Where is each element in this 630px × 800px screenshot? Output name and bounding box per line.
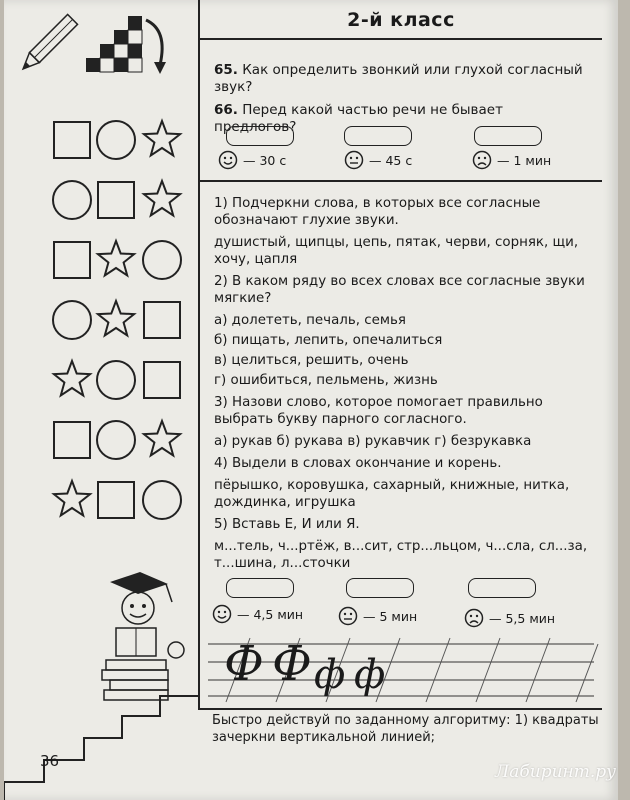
- answer-box[interactable]: [226, 578, 294, 598]
- task-1-title: 1) Подчеркни слова, в которых все согласные обозначают глухие звуки.: [214, 196, 541, 228]
- circle-shape: [143, 481, 181, 519]
- page-title: 2-й класс: [347, 9, 455, 31]
- boy-reading-illustration: [80, 568, 190, 703]
- pencil-icon: [10, 12, 80, 82]
- task-1-words: душистый, щипцы, цепь, пятак, черви, сорняк, щи, хочу, цапля: [214, 235, 579, 267]
- question-text: Перед какой частью речи не бывает предлогов?: [214, 102, 503, 135]
- section-divider: [200, 708, 602, 710]
- handwriting-letter-capital: Ф: [224, 636, 264, 692]
- answer-box[interactable]: [474, 126, 542, 146]
- stairs-outline: [4, 690, 200, 800]
- answer-box[interactable]: [346, 578, 414, 598]
- column-divider: [198, 0, 200, 710]
- star-shape: [98, 241, 134, 275]
- circle-shape: [97, 421, 135, 459]
- task-5-words: м...тель, ч...ртёж, в...сит, стр...льцом, ч...сла, сл...за, т...шина, л...сточки: [214, 539, 588, 571]
- question-text: Как определить звонкий или глухой согласный звук?: [214, 62, 583, 95]
- happy-face-icon: [218, 150, 238, 170]
- task-2-option-d: г) ошибиться, пельмень, жизнь: [214, 373, 438, 388]
- star-shape: [54, 361, 90, 395]
- timer-label: — 5 мин: [363, 608, 418, 624]
- square-shape: [54, 242, 90, 278]
- task-2-option-b: б) пищать, лепить, опечалиться: [214, 333, 443, 348]
- star-shape: [98, 301, 134, 335]
- task-4-words: пёрышко, коровушка, сахарный, книжные, нитка, дождинка, игрушка: [214, 478, 570, 510]
- timer-label: — 5,5 мин: [489, 610, 556, 626]
- neutral-face-icon: [344, 150, 364, 170]
- circle-shape: [53, 301, 91, 339]
- circle-shape: [97, 121, 135, 159]
- star-shape: [144, 121, 180, 155]
- square-shape: [98, 482, 134, 518]
- handwriting-practice: [202, 632, 600, 706]
- timer-label: — 4,5 мин: [237, 606, 304, 622]
- question-number: 66.: [214, 102, 238, 118]
- timer-label: — 30 с: [243, 152, 287, 168]
- square-shape: [144, 302, 180, 338]
- section-divider: [200, 180, 602, 182]
- task-4-title: 4) Выдели в словах окончание и корень.: [214, 456, 502, 471]
- answer-box[interactable]: [468, 578, 536, 598]
- sad-face-icon: [464, 608, 484, 628]
- task-2-option-a: а) долететь, печаль, семья: [214, 313, 406, 328]
- star-shape: [144, 181, 180, 215]
- star-shape: [144, 421, 180, 455]
- handwriting-letter-small: ф: [354, 652, 386, 698]
- star-shape: [54, 481, 90, 515]
- square-shape: [54, 122, 90, 158]
- square-shape: [144, 362, 180, 398]
- task-list: [214, 195, 590, 572]
- shapes-grid: [4, 108, 200, 528]
- left-column: [4, 0, 200, 800]
- instruction-text: Быстро действуй по заданному алгоритму: 1) квадраты зачеркни вертикальной линией;: [212, 713, 599, 745]
- task-5-title: 5) Вставь Е, И или Я.: [214, 517, 360, 532]
- question-65: [214, 62, 584, 96]
- timer-fast: [218, 150, 286, 170]
- handwriting-letter-small: ф: [314, 652, 346, 698]
- answer-box[interactable]: [344, 126, 412, 146]
- page-header: [200, 2, 602, 40]
- task-3-title: 3) Назови слово, которое помогает правильно выбрать букву парного согласного.: [214, 395, 543, 427]
- page-number: 36: [40, 752, 60, 770]
- timer-slow: [472, 150, 551, 170]
- answer-box[interactable]: [226, 126, 294, 146]
- square-shape: [54, 422, 90, 458]
- staircase-blocks-icon: [86, 10, 176, 80]
- timer-medium: [338, 606, 417, 626]
- task-3-options: а) рукав б) рукава в) рукавчик г) безрукавка: [214, 434, 532, 449]
- circle-shape: [143, 241, 181, 279]
- square-shape: [98, 182, 134, 218]
- circle-shape: [53, 181, 91, 219]
- timer-label: — 1 мин: [497, 152, 552, 168]
- neutral-face-icon: [338, 606, 358, 626]
- timer-label: — 45 с: [369, 152, 413, 168]
- watermark-logo: Лабиринт.ру: [495, 762, 616, 782]
- task-2-title: 2) В каком ряду во всех словах все согласные звуки мягкие?: [214, 274, 585, 306]
- timer-medium: [344, 150, 412, 170]
- timer-fast: [212, 604, 303, 624]
- task-2-option-c: в) целиться, решить, очень: [214, 353, 409, 368]
- circle-shape: [97, 361, 135, 399]
- question-number: 65.: [214, 62, 238, 78]
- happy-face-icon: [212, 604, 232, 624]
- handwriting-letter-capital: Ф: [272, 636, 312, 692]
- sad-face-icon: [472, 150, 492, 170]
- timer-slow: [464, 608, 555, 628]
